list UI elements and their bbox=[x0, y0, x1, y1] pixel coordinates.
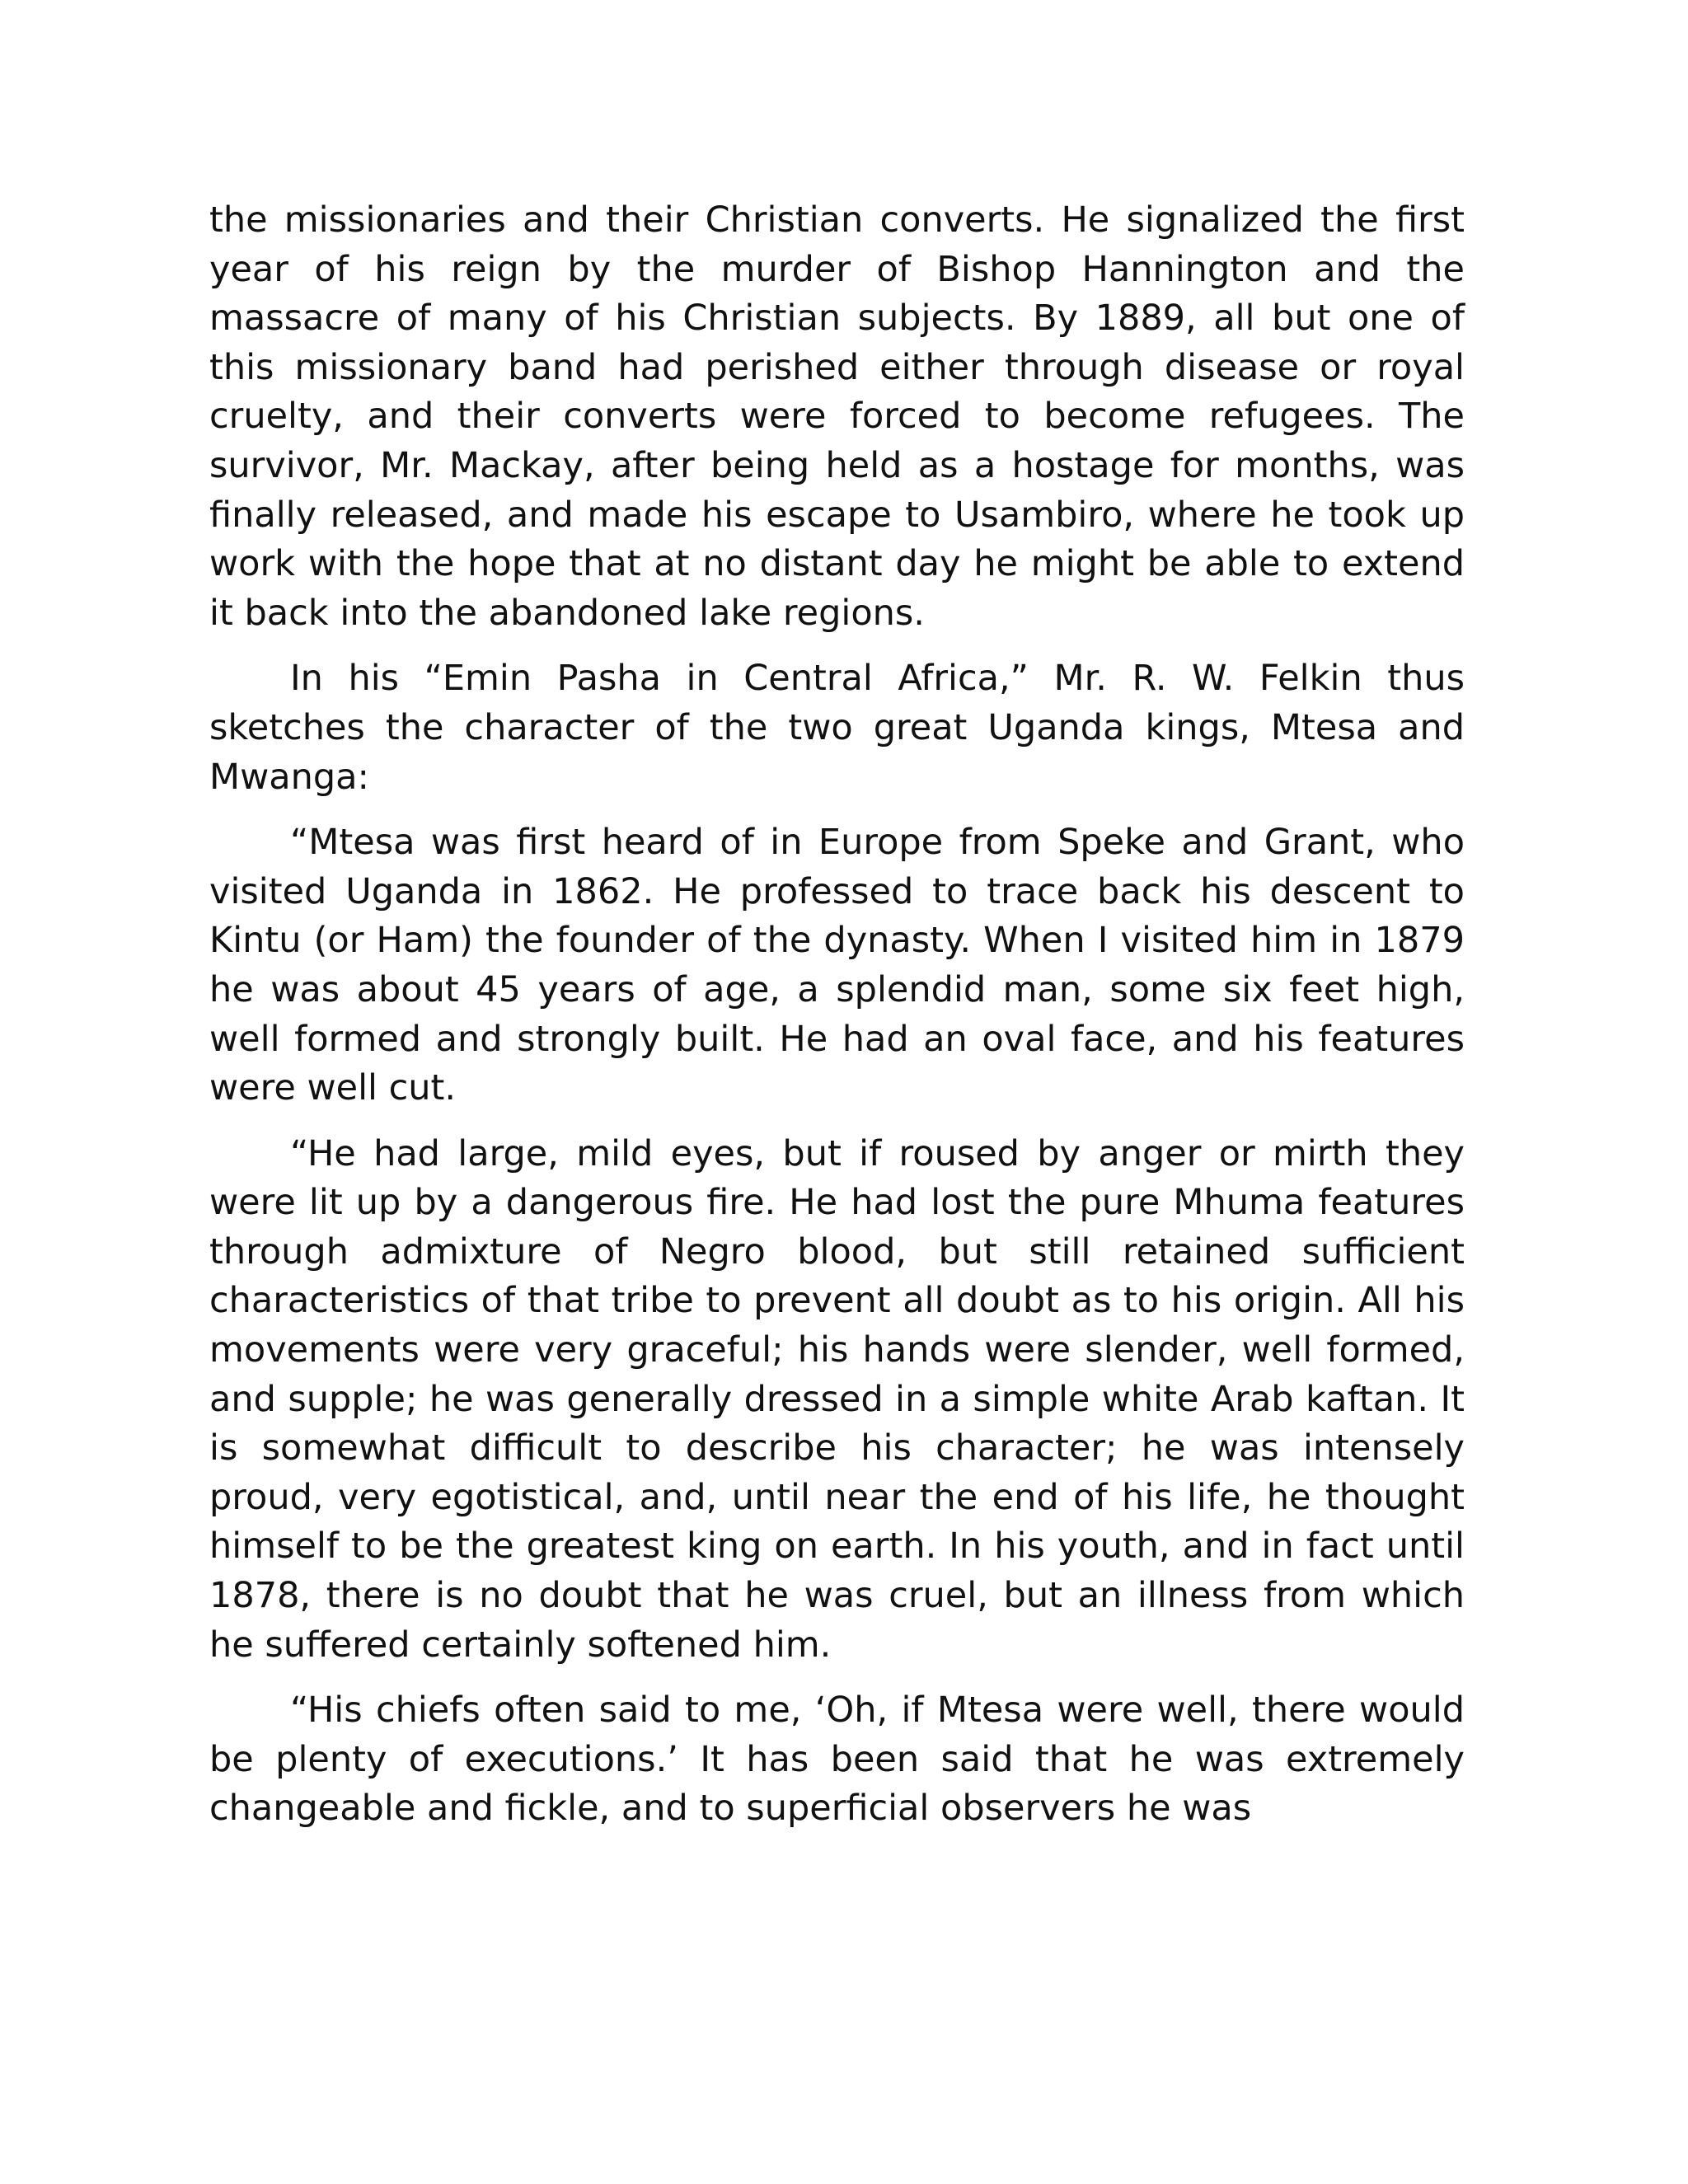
paragraph-continuation: the missionaries and their Christian converts. He signalized the first year of his reign by the murder of Bishop Hannington and the massacre of many of his Christian subjects. By 1889, all but one of this missionary band had perished either through disease or royal cruelty, and their converts were forced to become refugees. The survivor, Mr. Mackay, after being held as a hostage for months, was finally released, and made his escape to Usambiro, where he took up work with the hope that at no distant day he might be able to extend it back into the abandoned lake regions. bbox=[209, 199, 1465, 634]
paragraph-chiefs-quote: “His chiefs often said to me, ‘Oh, if Mtesa were well, there would be plenty of executions.’ It has been said that he was extremely changeable and fickle, and to superficial observers he was bbox=[209, 1690, 1465, 1830]
paragraph-felkin-intro: In his “Emin Pasha in Central Africa,” Mr. R. W. Felkin thus sketches the character of the two great Uganda kings, Mtesa and Mwanga: bbox=[209, 658, 1465, 798]
body-text bbox=[209, 196, 1465, 1850]
paragraph-mtesa-description: “Mtesa was first heard of in Europe from Speke and Grant, who visited Uganda in 1862. He professed to trace back his descent to Kintu (or Ham) the founder of the dynasty. When I visited him in 1879 he was about 45 years of age, a splendid man, some six feet high, well formed and strongly built. He had an oval face, and his features were well cut. bbox=[209, 822, 1465, 1109]
paragraph-mtesa-character: “He had large, mild eyes, but if roused by anger or mirth they were lit up by a dangerous fire. He had lost the pure Mhuma features through admixture of Negro blood, but still retained sufficient characteristics of that tribe to prevent all doubt as to his origin. All his movements were very graceful; his hands were slender, well formed, and supple; he was generally dressed in a simple white Arab kaftan. It is somewhat difficult to describe his character; he was intensely proud, very egotistical, and, until near the end of his life, he thought himself to be the greatest king on earth. In his youth, and in fact until 1878, there is no doubt that he was cruel, but an illness from which he suffered certainly softened him. bbox=[209, 1132, 1465, 1666]
